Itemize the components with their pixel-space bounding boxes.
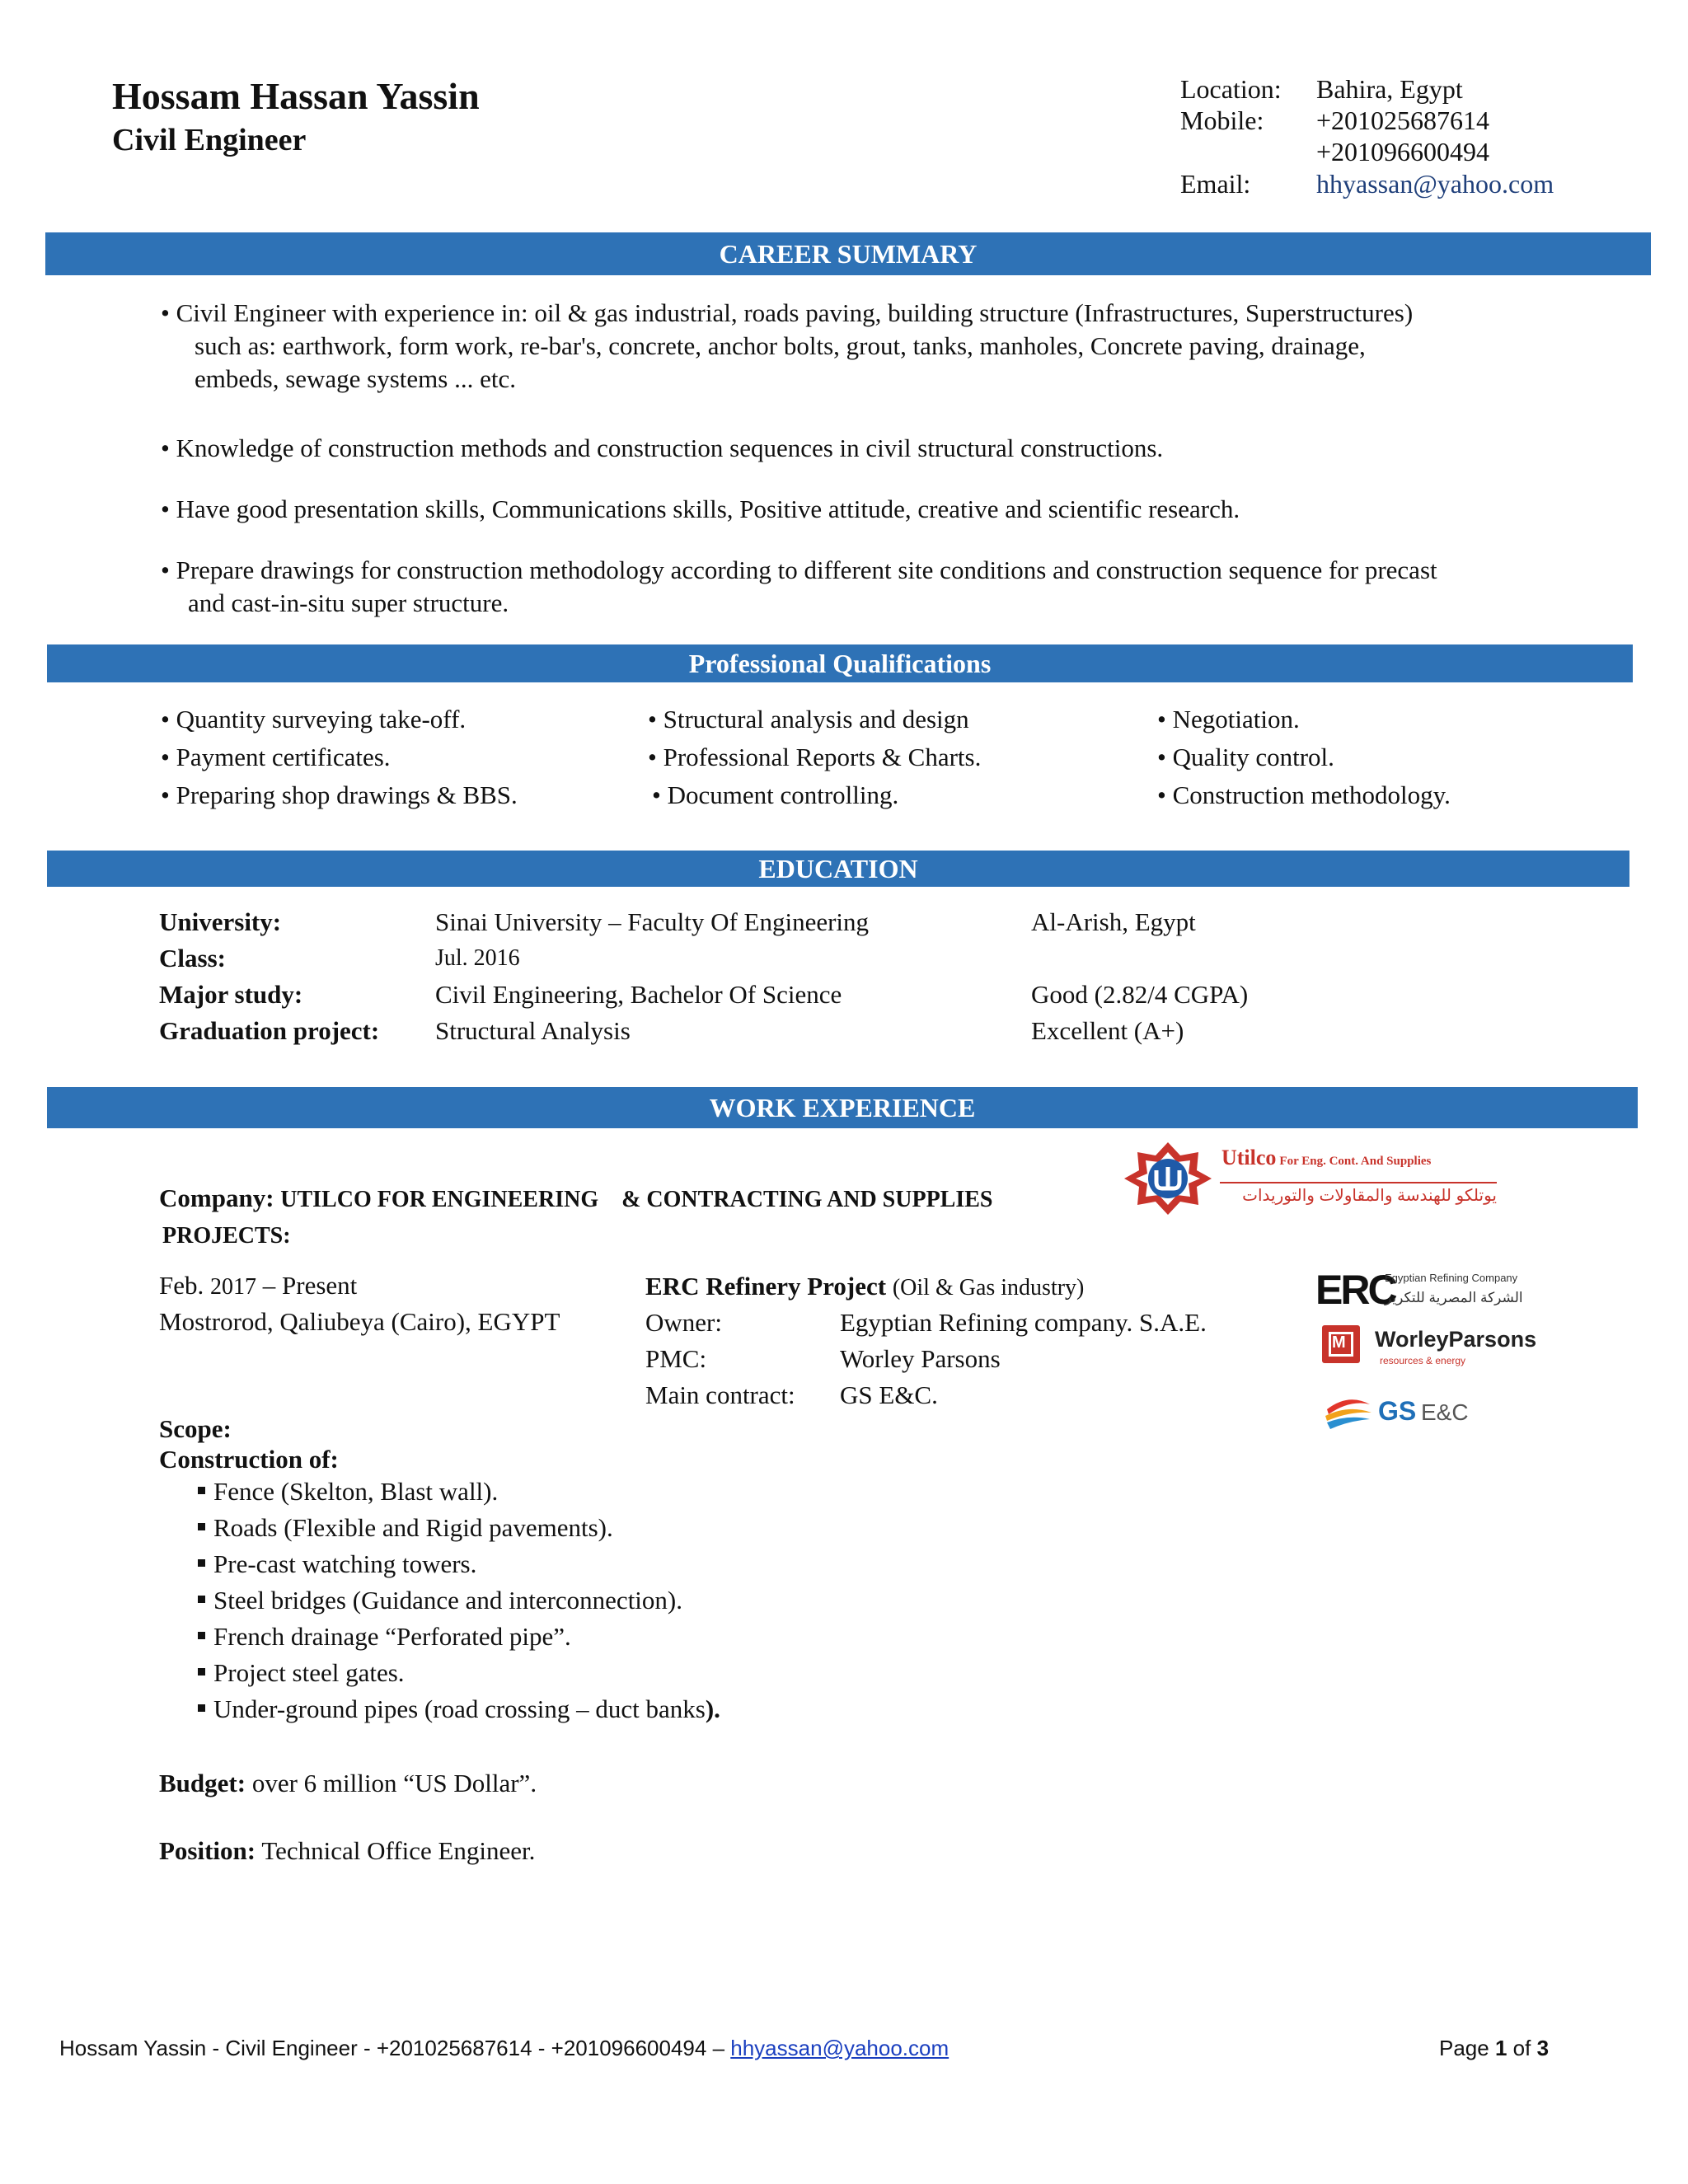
work-location: Mostrorod, Qaliubeya (Cairo), EGYPT xyxy=(159,1307,560,1336)
mobile-value-2: +201096600494 xyxy=(1316,137,1490,166)
location-label: Location: xyxy=(1180,74,1282,104)
grade-value: Good (2.82/4 CGPA) xyxy=(1031,980,1249,1009)
scope-item xyxy=(198,1693,720,1726)
bullet-square-icon xyxy=(198,1487,205,1494)
university-location: Al-Arish, Egypt xyxy=(1031,907,1196,936)
gs-mark: GS xyxy=(1378,1396,1417,1426)
scope-item xyxy=(198,1657,405,1690)
dates-prefix: Feb. xyxy=(159,1271,210,1300)
qualification-item: • Preparing shop drawings & BBS. xyxy=(161,780,518,809)
qualification-item: • Construction methodology. xyxy=(1157,780,1451,809)
mobile-label: Mobile: xyxy=(1180,105,1264,135)
owner-label: Owner: xyxy=(645,1308,722,1337)
dates-suffix: – Present xyxy=(256,1271,358,1300)
university-label: University: xyxy=(159,907,282,936)
utilco-name: Utilco xyxy=(1221,1146,1277,1169)
erc-arabic-name: الشركة المصرية للتكرير xyxy=(1385,1290,1523,1305)
main-contract-value: GS E&C. xyxy=(840,1380,938,1409)
qualification-item: • Quality control. xyxy=(1157,743,1334,771)
candidate-name: Hossam Hassan Yassin xyxy=(112,75,480,117)
career-line-4: • Knowledge of construction methods and construction sequences in civil structural constructions. xyxy=(161,434,1164,462)
position-value: Technical Office Engineer. xyxy=(261,1836,536,1865)
budget-value: over 6 million “US Dollar”. xyxy=(251,1769,537,1797)
career-summary-header: CAREER SUMMARY xyxy=(45,232,1651,275)
pmc-value: Worley Parsons xyxy=(840,1344,1001,1373)
qualification-item: • Professional Reports & Charts. xyxy=(648,743,982,771)
work-dates xyxy=(159,1269,357,1304)
gs-ec-text: E&C xyxy=(1421,1399,1469,1425)
project-value: Structural Analysis xyxy=(435,1016,631,1045)
company-label: Company: xyxy=(159,1183,274,1212)
position-label: Position: xyxy=(159,1836,256,1865)
gs-ec-logo xyxy=(1324,1391,1505,1434)
scope-item xyxy=(198,1548,476,1581)
bullet-square-icon xyxy=(198,1632,205,1639)
construction-label: Construction of: xyxy=(159,1445,339,1474)
scope-item xyxy=(198,1620,571,1653)
education-header: EDUCATION xyxy=(47,851,1629,887)
bullet-square-icon xyxy=(198,1523,205,1530)
main-contract-label: Main contract: xyxy=(645,1380,795,1409)
career-line-6: • Prepare drawings for construction methodology according to different site conditions and construction sequence for precast xyxy=(161,555,1437,584)
dates-year: 2017 xyxy=(210,1274,256,1300)
worleyparsons-tagline: resources & energy xyxy=(1380,1355,1466,1366)
scope-item-text: Under-ground pipes (road crossing – duct banks xyxy=(213,1694,706,1723)
qualification-item: • Negotiation. xyxy=(1157,705,1300,733)
bullet-square-icon xyxy=(198,1668,205,1675)
projects-label: PROJECTS: xyxy=(162,1223,291,1249)
career-line-2: such as: earthwork, form work, re-bar's, concrete, anchor bolts, grout, tanks, manholes, Concrete paving, drainage, xyxy=(195,331,1366,360)
university-value: Sinai University – Faculty Of Engineering xyxy=(435,907,870,936)
qualification-item: • Structural analysis and design xyxy=(648,705,969,733)
page-prefix: Page xyxy=(1439,2036,1495,2060)
utilco-tagline: For Eng. Cont. And Supplies xyxy=(1279,1155,1432,1168)
bullet-square-icon xyxy=(198,1596,205,1603)
page-current: 1 xyxy=(1494,2036,1507,2060)
footer-email-link[interactable]: hhyassan@yahoo.com xyxy=(730,2036,950,2060)
company-line xyxy=(159,1182,993,1216)
footer-text: Hossam Yassin - Civil Engineer - +201025687614 - +201096600494 – xyxy=(59,2036,731,2060)
location-value: Bahira, Egypt xyxy=(1316,74,1463,104)
work-experience-header: WORK EXPERIENCE xyxy=(47,1087,1638,1128)
page-total: 3 xyxy=(1536,2036,1550,2060)
page-number xyxy=(1439,2036,1549,2061)
scope-item xyxy=(198,1511,613,1544)
utilco-emblem-icon xyxy=(1114,1141,1221,1216)
career-line-7: and cast-in-situ super structure. xyxy=(188,588,509,617)
project-name: ERC Refinery Project xyxy=(645,1272,887,1301)
budget-line xyxy=(159,1767,537,1800)
bullet-square-icon xyxy=(198,1704,205,1712)
scope-label: Scope: xyxy=(159,1414,232,1443)
scope-item-text: Steel bridges (Guidance and interconnection). xyxy=(213,1586,682,1615)
qualification-item: • Document controlling. xyxy=(652,780,899,809)
project-grade: Excellent (A+) xyxy=(1031,1016,1184,1045)
page-mid: of xyxy=(1507,2036,1537,2060)
project-title-line xyxy=(645,1270,1084,1305)
utilco-arabic-name: يوتلكو للهندسة والمقاولات والتوريدات xyxy=(1220,1182,1497,1206)
scope-item-end: ). xyxy=(705,1694,720,1723)
worleyparsons-name: WorleyParsons xyxy=(1375,1327,1537,1352)
company-name: UTILCO FOR ENGINEERING & CONTRACTING AND SUPPLIES xyxy=(280,1187,993,1212)
scope-item xyxy=(198,1584,682,1617)
project-industry: (Oil & Gas industry) xyxy=(892,1275,1085,1301)
candidate-title: Civil Engineer xyxy=(112,123,307,157)
scope-item-text: Fence (Skelton, Blast wall). xyxy=(213,1477,499,1506)
major-label: Major study: xyxy=(159,980,303,1009)
budget-label: Budget: xyxy=(159,1769,246,1797)
erc-mark: ERC xyxy=(1315,1267,1395,1313)
scope-item xyxy=(198,1475,498,1508)
erc-company-name: Egyptian Refining Company xyxy=(1385,1272,1518,1284)
career-line-3: embeds, sewage systems ... etc. xyxy=(195,364,516,393)
qualification-item: • Payment certificates. xyxy=(161,743,391,771)
scope-item-text: Roads (Flexible and Rigid pavements). xyxy=(213,1513,613,1542)
scope-item-text: Pre-cast watching towers. xyxy=(213,1549,477,1578)
class-label: Class: xyxy=(159,944,226,972)
position-line xyxy=(159,1835,535,1868)
email-label: Email: xyxy=(1180,169,1251,199)
pmc-label: PMC: xyxy=(645,1344,707,1373)
erc-logo xyxy=(1315,1267,1523,1316)
email-value[interactable]: hhyassan@yahoo.com xyxy=(1316,169,1554,199)
scope-item-text: French drainage “Perforated pipe”. xyxy=(213,1622,571,1651)
footer xyxy=(59,2036,949,2061)
career-line-1: • Civil Engineer with experience in: oil & gas industrial, roads paving, building structure (Infrastructures, Superstructures) xyxy=(161,298,1414,327)
mobile-value-1: +201025687614 xyxy=(1316,105,1490,135)
utilco-logo xyxy=(1114,1141,1498,1216)
qualification-item: • Quantity surveying take-off. xyxy=(161,705,467,733)
gs-swoosh-icon xyxy=(1324,1393,1373,1432)
qualifications-header: Professional Qualifications xyxy=(47,644,1633,682)
worleyparsons-emblem-icon: M xyxy=(1322,1325,1360,1363)
owner-value: Egyptian Refining company. S.A.E. xyxy=(840,1308,1207,1337)
scope-item-text: Project steel gates. xyxy=(213,1658,405,1687)
major-value: Civil Engineering, Bachelor Of Science xyxy=(435,980,842,1009)
project-label: Graduation project: xyxy=(159,1016,380,1045)
career-line-5: • Have good presentation skills, Communications skills, Positive attitude, creative and scientific research. xyxy=(161,494,1240,523)
bullet-square-icon xyxy=(198,1559,205,1567)
worleyparsons-logo xyxy=(1322,1322,1545,1370)
class-value: Jul. 2016 xyxy=(435,945,520,971)
